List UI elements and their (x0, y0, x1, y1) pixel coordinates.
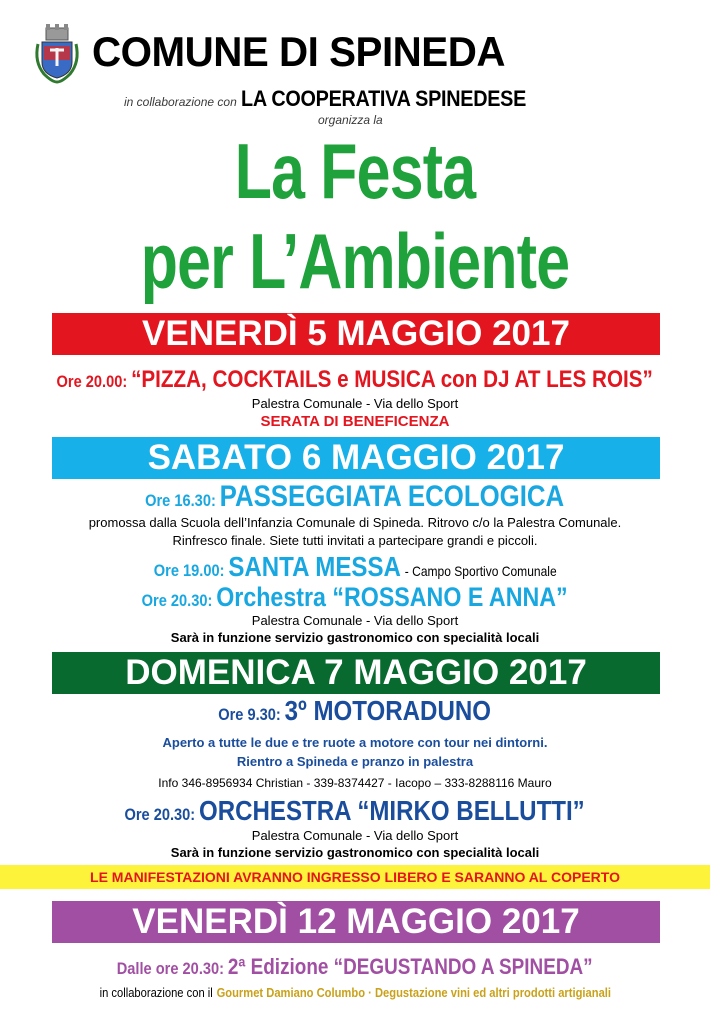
event-collab-partner: Gourmet Damiano Columbo · Degustazione vini ed altri prodotti artigianali (216, 985, 611, 1000)
comune-title: COMUNE DI SPINEDA (92, 28, 505, 75)
day-banner-domenica-7 (52, 652, 660, 694)
event-line (0, 795, 710, 827)
festa-title-line1: La Festa (234, 127, 476, 215)
event-line (0, 480, 710, 514)
event-title: SANTA MESSA (228, 551, 401, 582)
day-title: VENERDÌ 12 MAGGIO 2017 (132, 902, 580, 941)
event-description: Aperto a tutte le due e tre ruote a motore con tour nei dintorni. (162, 735, 548, 750)
event-hour: Ore 9.30: (218, 705, 282, 724)
event-hour: Ore 20.30: (142, 591, 213, 610)
coat-of-arms-icon (32, 22, 82, 84)
event-hour: Ore 20.30: (124, 805, 196, 824)
event-info: Info 346-8956934 Christian - 339-8374427 - Iacopo – 333-8288116 Mauro (158, 776, 552, 790)
event-text (219, 695, 492, 727)
event-text (57, 366, 653, 394)
day-title: DOMENICA 7 MAGGIO 2017 (125, 653, 587, 692)
event-title: 3º MOTORADUNO (285, 695, 492, 726)
day-banner-venerdi-12 (52, 901, 660, 943)
event-title: Orchestra “ROSSANO E ANNA” (216, 582, 568, 612)
event-text (145, 480, 564, 514)
collab-label: in collaborazione con (124, 95, 237, 109)
free-entry-banner: LE MANIFESTAZIONI AVRANNO INGRESSO LIBERO E SARANNO AL COPERTO (0, 865, 710, 889)
event-title: “PIZZA, COCKTAILS e MUSICA con DJ AT LES ROIS” (131, 366, 654, 393)
event-line (0, 582, 710, 613)
event-hour: Dalle ore 20.30: (117, 959, 225, 978)
event-line (0, 954, 710, 980)
event-description: Rientro a Spineda e pranzo in palestra (236, 754, 474, 769)
event-place: - Campo Sportivo Comunale (404, 563, 557, 579)
event-line (0, 695, 710, 727)
day-banner-sabato-6 (52, 437, 660, 479)
event-hour: Ore 20.00: (56, 372, 128, 391)
event-place: Palestra Comunale - Via dello Sport (251, 828, 459, 843)
day-title: SABATO 6 MAGGIO 2017 (147, 438, 565, 477)
event-text (125, 795, 585, 827)
event-place: Palestra Comunale - Via dello Sport (251, 613, 459, 628)
event-title: 2ª Edizione “DEGUSTANDO A SPINEDA” (228, 954, 593, 979)
event-description: promossa dalla Scuola dell’Infanzia Comunale di Spineda. Ritrovo c/o la Palestra Comunale. (88, 515, 622, 530)
event-text (142, 582, 568, 613)
event-hour: Ore 19.00: (153, 561, 225, 580)
event-note: SERATA DI BENEFICENZA (260, 413, 450, 430)
event-note: Sarà in funzione servizio gastronomico con specialità locali (170, 845, 540, 860)
event-collab: in collaborazione con il (99, 985, 213, 1000)
event-place: Palestra Comunale - Via dello Sport (251, 396, 459, 411)
event-text (117, 954, 593, 980)
event-title: PASSEGGIATA ECOLOGICA (220, 480, 565, 513)
collaboration-line (124, 86, 558, 112)
event-line (0, 366, 710, 394)
organizza-label: organizza la (318, 113, 383, 127)
event-text (154, 551, 557, 583)
event-collab-line (0, 984, 710, 1002)
day-title: VENERDÌ 5 MAGGIO 2017 (142, 314, 570, 353)
event-note: Sarà in funzione servizio gastronomico con specialità locali (170, 630, 540, 645)
cooperativa-name: LA COOPERATIVA SPINEDESE (241, 86, 527, 111)
event-hour: Ore 16.30: (145, 491, 217, 510)
event-description: Rinfresco finale. Siete tutti invitati a partecipare grandi e piccoli. (172, 533, 538, 548)
festa-title-line2: per L’Ambiente (140, 217, 570, 305)
event-collab-text (99, 984, 610, 1002)
event-line (0, 551, 710, 583)
day-banner-venerdi-5 (52, 313, 660, 355)
event-title: ORCHESTRA “MIRKO BELLUTTI” (199, 795, 586, 826)
